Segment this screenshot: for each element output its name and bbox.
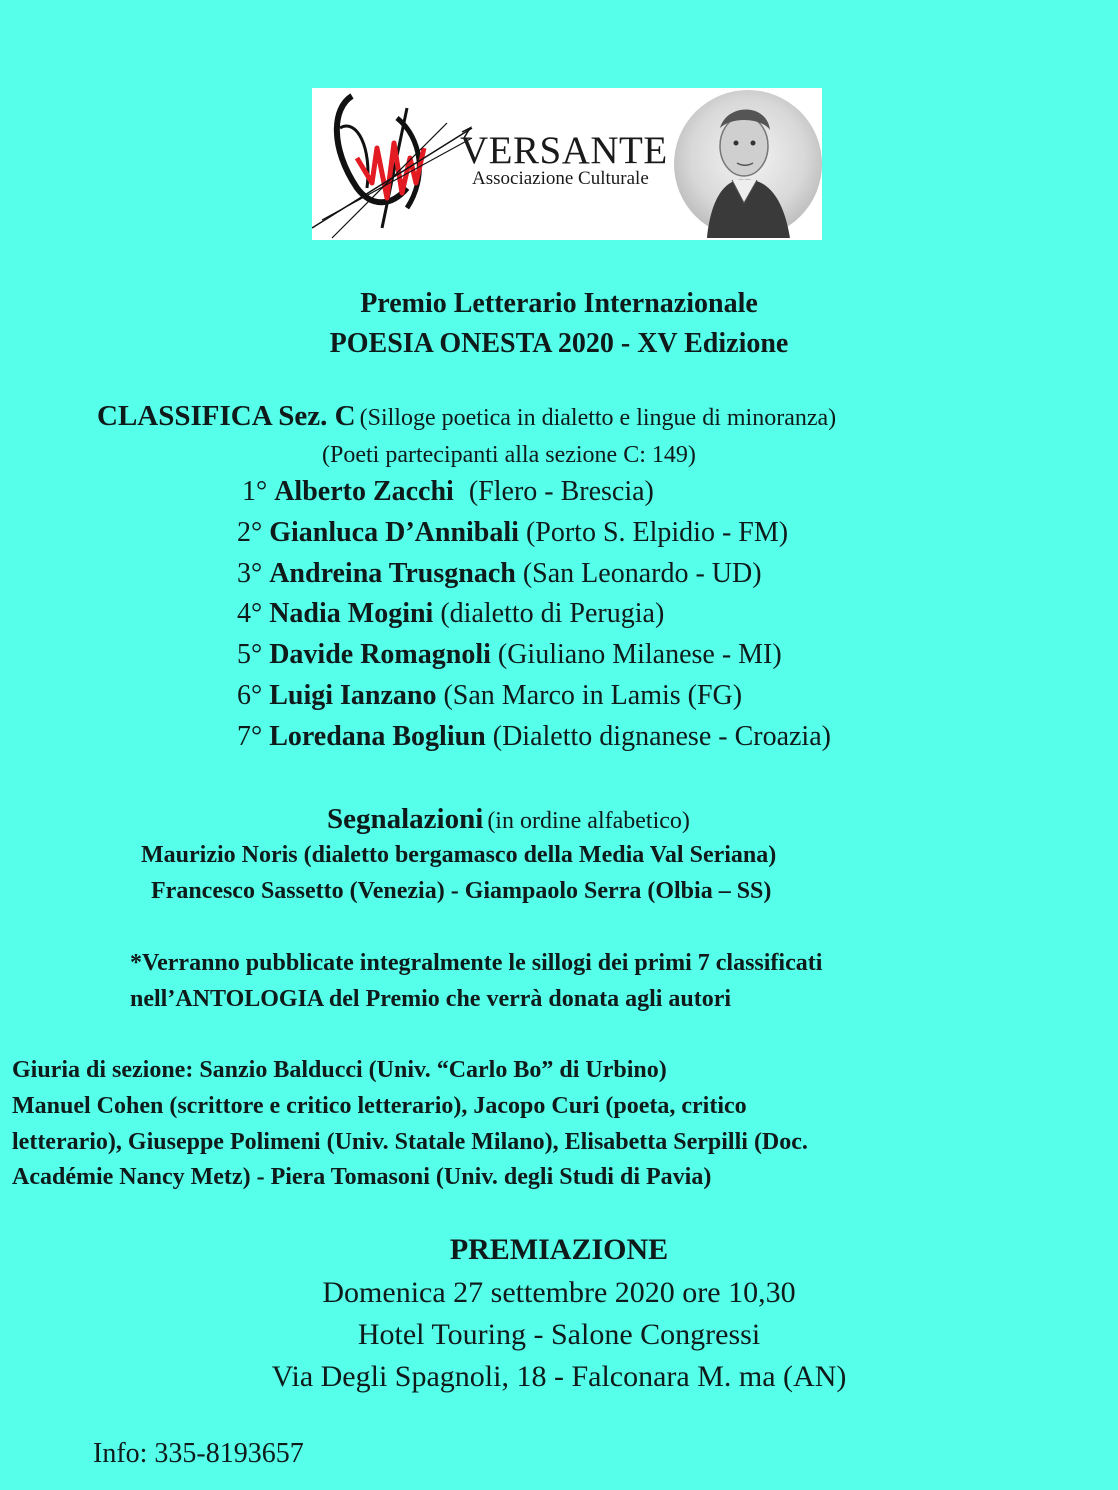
- rank-item: [237, 639, 782, 671]
- info-phone: Info: 335-8193657: [93, 1438, 304, 1469]
- notice-line-2: nell’ANTOLOGIA del Premio che verrà donata agli autori: [130, 986, 732, 1012]
- rank-name: Luigi Ianzano: [269, 680, 437, 711]
- premiazione-date: Domenica 27 settembre 2020 ore 10,30: [322, 1276, 796, 1309]
- logo-banner: [312, 88, 822, 240]
- premiazione-venue: Hotel Touring - Salone Congressi: [357, 1318, 761, 1351]
- premiazione-address: Via Degli Spagnoli, 18 - Falconara M. ma (AN): [271, 1360, 847, 1393]
- rank-origin: (Porto S. Elpidio - FM): [525, 517, 789, 548]
- classifica-label: CLASSIFICA Sez. C: [97, 400, 356, 432]
- segnalazioni-line-2: Francesco Sassetto (Venezia) - Giampaolo Serra (Olbia – SS): [151, 878, 772, 904]
- rank-origin: (San Marco in Lamis (FG): [443, 680, 743, 711]
- rank-position: 6°: [237, 680, 263, 711]
- jury-line-3: letterario), Giuseppe Polimeni (Univ. Statale Milano), Elisabetta Serpilli (Doc.: [12, 1129, 808, 1155]
- jury-line-2: Manuel Cohen (scrittore e critico letterario), Jacopo Curi (poeta, critico: [12, 1093, 747, 1119]
- rank-origin: (Flero - Brescia): [468, 476, 654, 507]
- rank-item: [237, 517, 788, 549]
- rank-position: 7°: [237, 721, 263, 752]
- classifica-description: (Silloge poetica in dialetto e lingue di minoranza): [359, 405, 837, 431]
- rank-item: [242, 476, 654, 508]
- rank-position: 5°: [237, 639, 263, 670]
- rank-origin: (Dialetto dignanese - Croazia): [492, 721, 831, 752]
- classifica-header: [97, 400, 836, 433]
- rank-origin: (San Leonardo - UD): [522, 558, 762, 589]
- rank-name: Nadia Mogini: [269, 598, 434, 629]
- premiazione-label: PREMIAZIONE: [449, 1233, 669, 1266]
- jury-line-4: Académie Nancy Metz) - Piera Tomasoni (Univ. degli Studi di Pavia): [12, 1164, 712, 1190]
- segnalazioni-line-1: Maurizio Noris (dialetto bergamasco della Media Val Seriana): [141, 842, 777, 868]
- segnalazioni-label: Segnalazioni: [327, 803, 484, 835]
- segnalazioni-note: (in ordine alfabetico): [487, 808, 690, 834]
- rank-item: [237, 721, 831, 753]
- rank-origin: (dialetto di Perugia): [440, 598, 665, 629]
- segnalazioni-header: [327, 803, 690, 836]
- rank-position: 2°: [237, 517, 263, 548]
- rank-item: [237, 598, 664, 630]
- title-line-1: Premio Letterario Internazionale: [360, 288, 758, 319]
- rank-position: 4°: [237, 598, 263, 629]
- rank-name: Andreina Trusgnach: [269, 558, 516, 589]
- rank-name: Gianluca D’Annibali: [269, 517, 519, 548]
- participants-count: (Poeti partecipanti alla sezione C: 149): [322, 442, 696, 468]
- jury-line-1: Giuria di sezione: Sanzio Balducci (Univ. “Carlo Bo” di Urbino): [12, 1057, 667, 1083]
- brand-subtitle: Associazione Culturale: [472, 168, 649, 189]
- rank-name: Loredana Bogliun: [269, 721, 486, 752]
- brand-name: VERSANTE: [460, 129, 668, 172]
- rank-name: Davide Romagnoli: [269, 639, 491, 670]
- rank-position: 3°: [237, 558, 263, 589]
- rank-origin: (Giuliano Milanese - MI): [497, 639, 782, 670]
- rank-name: Alberto Zacchi: [274, 476, 454, 507]
- title-line-2: POESIA ONESTA 2020 - XV Edizione: [329, 328, 789, 359]
- notice-line-1: *Verranno pubblicate integralmente le sillogi dei primi 7 classificati: [130, 950, 823, 976]
- rank-item: [237, 558, 762, 590]
- rank-item: [237, 680, 742, 712]
- rank-position: 1°: [242, 476, 268, 507]
